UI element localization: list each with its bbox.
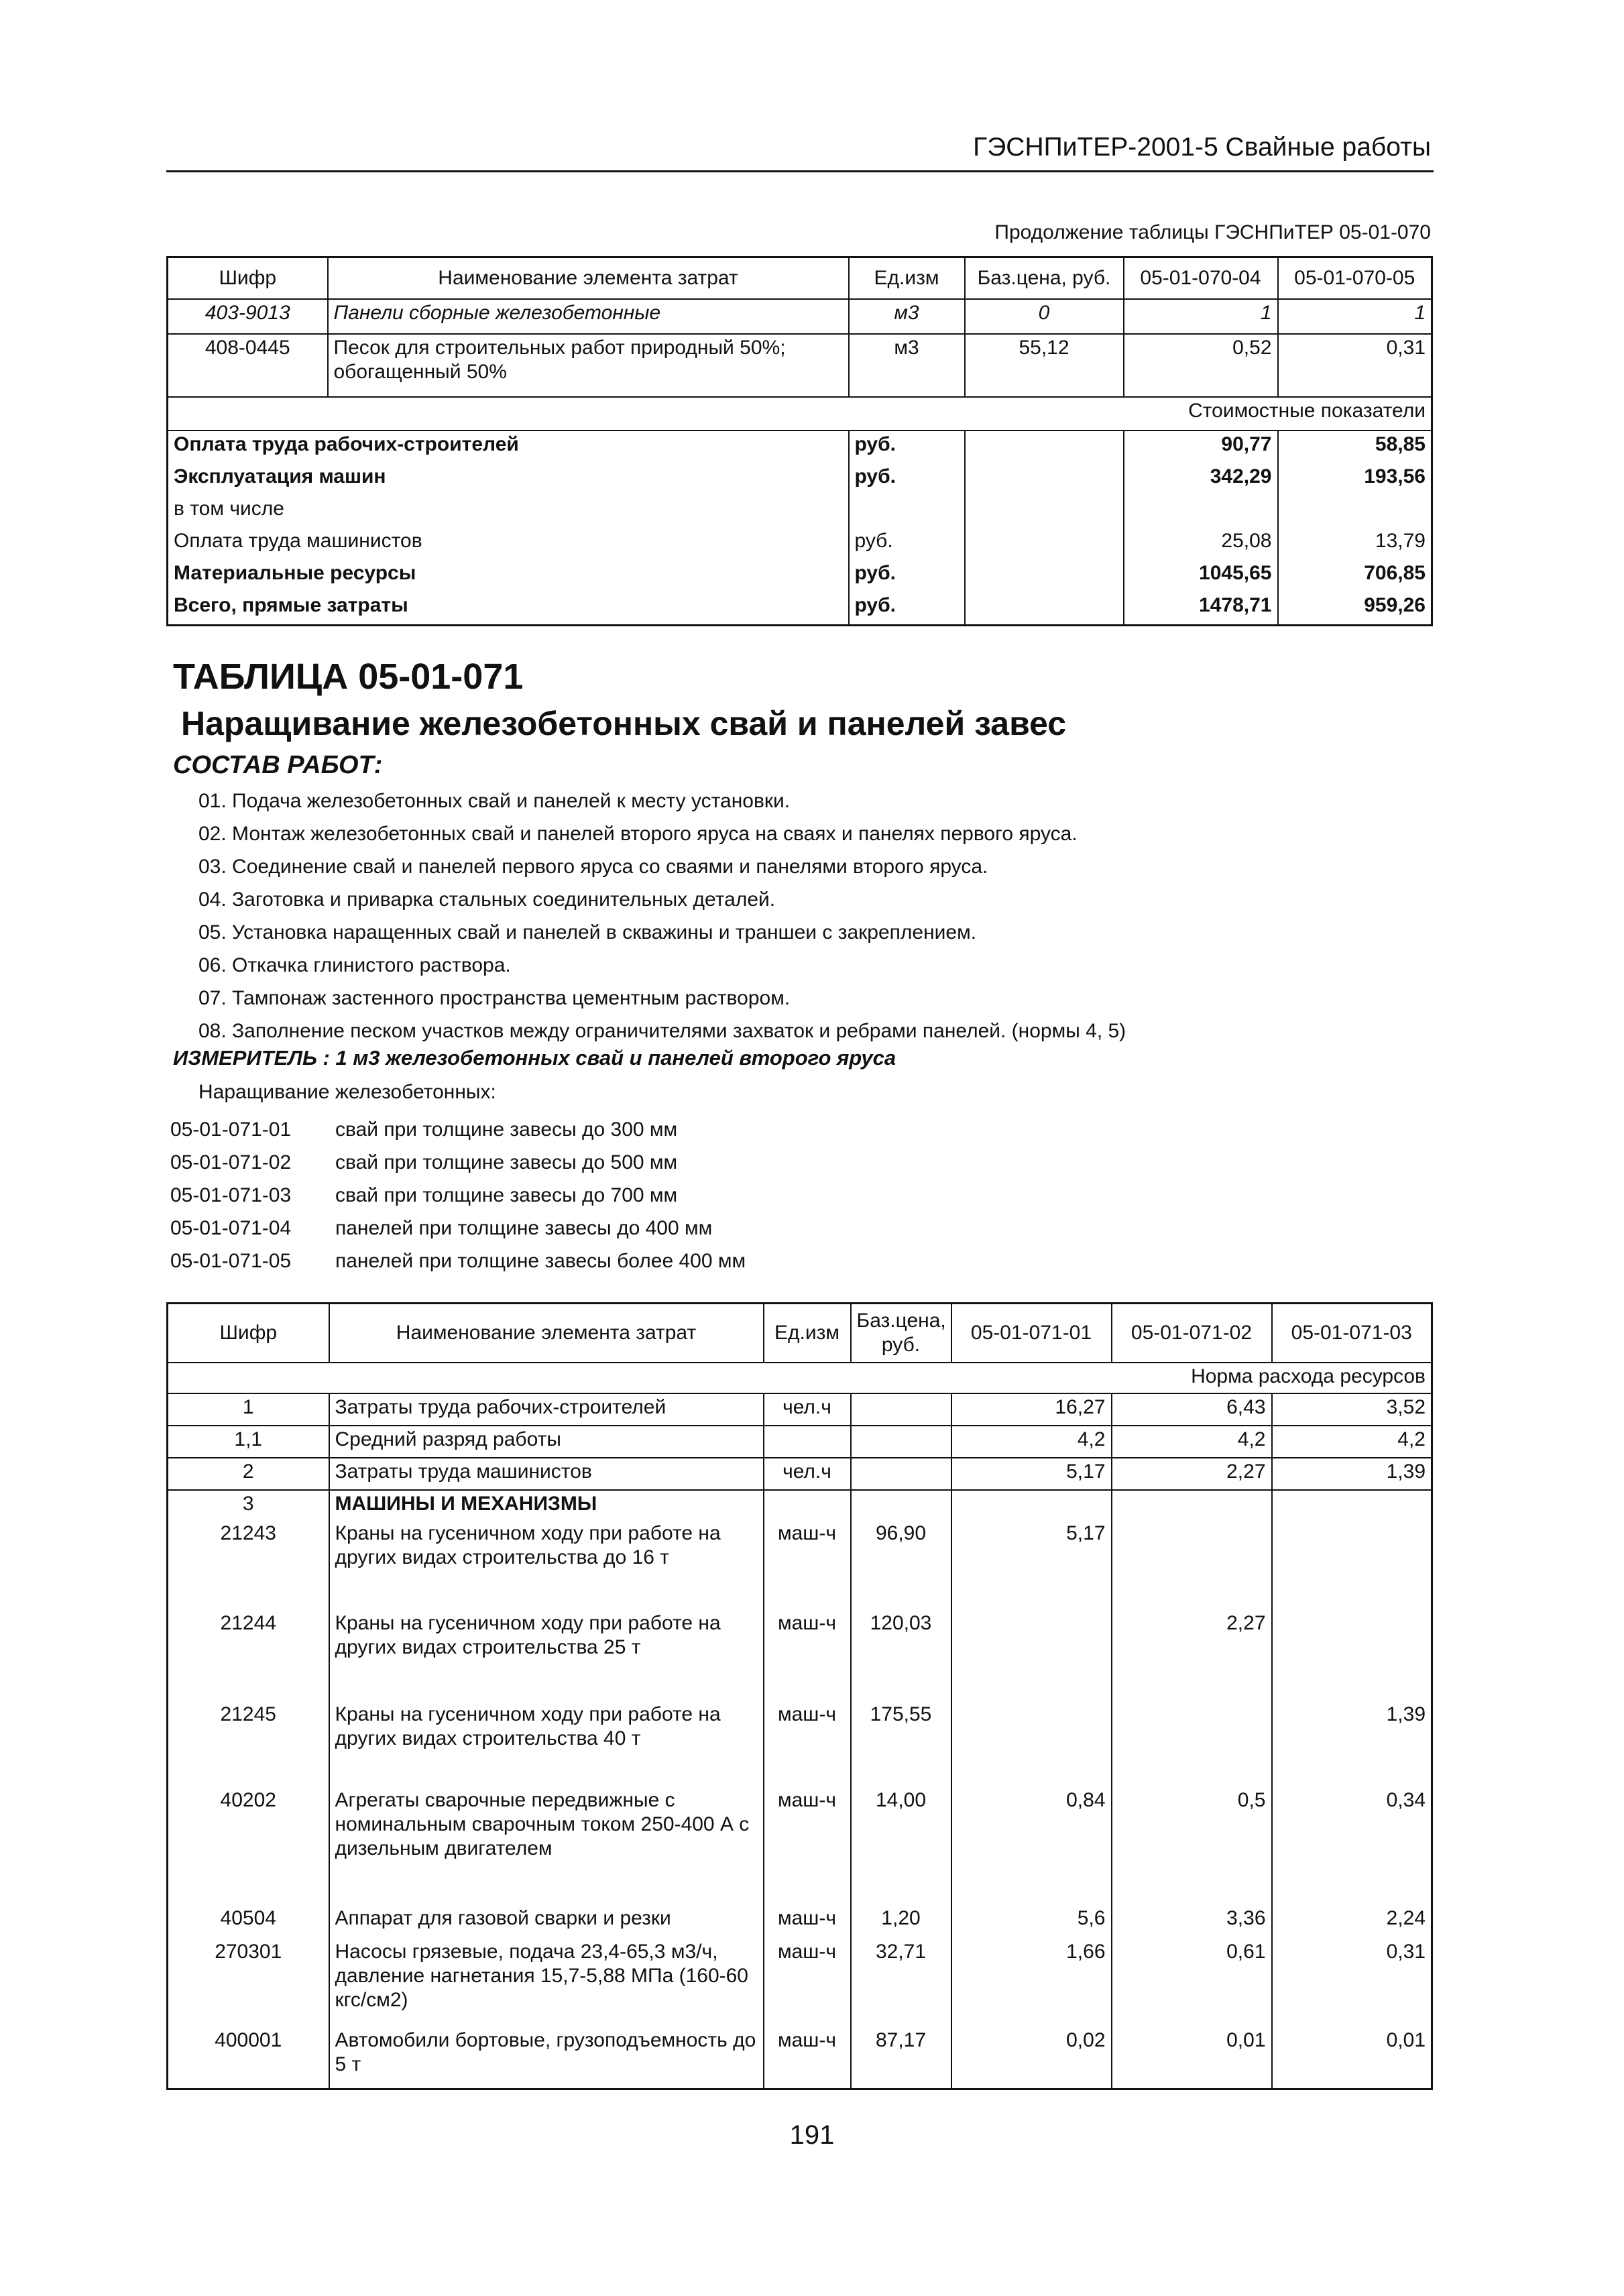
cell-value: 5,17 — [951, 1520, 1112, 1610]
norm-code: 05-01-071-02 — [170, 1151, 292, 1173]
table-row — [168, 560, 1432, 592]
running-title: ГЭСНПиТЕР-2001-5 Свайные работы — [973, 133, 1431, 162]
cell-value — [951, 1701, 1112, 1787]
cell-value: 4,2 — [951, 1426, 1112, 1458]
codes-list — [170, 1113, 746, 1277]
measurement-unit: ИЗМЕРИТЕЛЬ : 1 м3 железобетонных свай и панелей второго яруса — [173, 1046, 896, 1070]
cost-value: 1478,71 — [1124, 592, 1278, 626]
cell-value: 5,6 — [951, 1905, 1112, 1939]
table-row — [168, 1610, 1432, 1701]
cost-name: Эксплуатация машин — [168, 463, 849, 496]
list-item: 06. Откачка глинистого раствора. — [198, 954, 511, 976]
cost-name: Всего, прямые затраты — [168, 592, 849, 626]
table-row — [168, 1787, 1432, 1905]
table-row — [168, 496, 1432, 528]
cell-code: 1,1 — [168, 1426, 329, 1458]
cell-price: 96,90 — [851, 1520, 951, 1610]
cell-value: 0,31 — [1278, 334, 1432, 397]
cell-price: 1,20 — [851, 1905, 951, 1939]
cell-price: 32,71 — [851, 1939, 951, 2027]
list-item: 03. Соединение свай и панелей первого яруса со сваями и панелями второго яруса. — [198, 856, 988, 878]
cell-name: Затраты труда машинистов — [329, 1458, 764, 1490]
cell-value: 6,43 — [1112, 1393, 1272, 1426]
cell-name: Панели сборные железобетонные — [328, 299, 849, 334]
cell-value: 0,01 — [1112, 2027, 1272, 2089]
cell-value: 0,61 — [1112, 1939, 1272, 2027]
cell-value: 1,39 — [1272, 1458, 1432, 1490]
table-row — [168, 1393, 1432, 1426]
composition-label: СОСТАВ РАБОТ: — [173, 751, 383, 779]
cell-value: 2,27 — [1112, 1458, 1272, 1490]
cell-value — [1272, 1610, 1432, 1701]
continuation-table — [166, 256, 1433, 626]
cell-unit: маш-ч — [764, 1905, 851, 1939]
table-row — [168, 1458, 1432, 1490]
cell-value: 4,2 — [1112, 1426, 1272, 1458]
col-header: Шифр — [168, 1304, 329, 1363]
norm-desc: свай при толщине завесы до 300 мм — [335, 1118, 678, 1141]
norm-header: Норма расхода ресурсов — [168, 1363, 1432, 1393]
cell-value — [1272, 1520, 1432, 1610]
cell-unit: маш-ч — [764, 2027, 851, 2089]
cost-name: Материальные ресурсы — [168, 560, 849, 592]
cell-unit: м3 — [849, 299, 965, 334]
list-item: 08. Заполнение песком участков между ограничителями захваток и ребрами панелей. (нормы 4, 5) — [198, 1020, 1126, 1042]
cell-price: 0 — [965, 299, 1124, 334]
norm-code: 05-01-071-05 — [170, 1250, 292, 1272]
table-row — [168, 1939, 1432, 2027]
page-header — [166, 127, 1434, 172]
table-name: Наращивание железобетонных свай и панелей завес — [181, 705, 1067, 742]
cost-value: 90,77 — [1124, 431, 1278, 463]
cost-unit: руб. — [849, 560, 965, 592]
cell-name: Краны на гусеничном ходу при работе на других видах строительства 40 т — [329, 1701, 764, 1787]
table-row — [168, 1490, 1432, 1520]
list-item: 07. Тампонаж застенного пространства цементным раствором. — [198, 987, 791, 1009]
cost-unit: руб. — [849, 431, 965, 463]
cell-value: 0,31 — [1272, 1939, 1432, 2027]
cost-unit: руб. — [849, 463, 965, 496]
cell-code: 1 — [168, 1393, 329, 1426]
col-header: Шифр — [168, 257, 328, 300]
cell-name: Затраты труда рабочих-строителей — [329, 1393, 764, 1426]
cost-value: 58,85 — [1278, 431, 1432, 463]
cost-unit: руб. — [849, 592, 965, 626]
cell-value: 0,34 — [1272, 1787, 1432, 1905]
cell-value: 2,24 — [1272, 1905, 1432, 1939]
cell-value: 3,36 — [1112, 1905, 1272, 1939]
works-list — [198, 785, 1126, 1047]
table-row — [168, 1701, 1432, 1787]
cell-name: Краны на гусеничном ходу при работе на других видах строительства до 16 т — [329, 1520, 764, 1610]
table-row — [168, 431, 1432, 463]
table-row — [168, 1905, 1432, 1939]
norm-code: 05-01-071-03 — [170, 1184, 292, 1206]
cell-code: 270301 — [168, 1939, 329, 2027]
table-row — [168, 334, 1432, 397]
codes-intro: Наращивание железобетонных: — [198, 1081, 496, 1103]
col-header: 05-01-071-01 — [951, 1304, 1112, 1363]
cost-name: в том числе — [168, 496, 849, 528]
cost-value: 342,29 — [1124, 463, 1278, 496]
cost-value: 959,26 — [1278, 592, 1432, 626]
table-row — [168, 463, 1432, 496]
cost-value: 1045,65 — [1124, 560, 1278, 592]
cell-name: Песок для строительных работ природный 50%; обогащенный 50% — [328, 334, 849, 397]
continuation-caption: Продолжение таблицы ГЭСНПиТЕР 05-01-070 — [994, 221, 1431, 243]
cost-unit — [849, 496, 965, 528]
cell-value: 2,27 — [1112, 1610, 1272, 1701]
cost-name: Оплата труда рабочих-строителей — [168, 431, 849, 463]
list-item: 01. Подача железобетонных свай и панелей к месту установки. — [198, 790, 791, 812]
norm-code: 05-01-071-04 — [170, 1217, 292, 1239]
col-header: Наименование элемента затрат — [329, 1304, 764, 1363]
cell-price: 14,00 — [851, 1787, 951, 1905]
cell-price: 55,12 — [965, 334, 1124, 397]
cell-unit: маш-ч — [764, 1787, 851, 1905]
cell-price — [851, 1426, 951, 1458]
cell-value: 1,39 — [1272, 1701, 1432, 1787]
cell-name: Насосы грязевые, подача 23,4-65,3 м3/ч, давление нагнетания 15,7-5,88 МПа (160-60 кгс/см2) — [329, 1939, 764, 2027]
cell-name: Автомобили бортовые, грузоподъемность до 5 т — [329, 2027, 764, 2089]
norm-desc: панелей при толщине завесы более 400 мм — [335, 1250, 746, 1272]
cell-code: 21244 — [168, 1610, 329, 1701]
cell-unit: чел.ч — [764, 1393, 851, 1426]
cell-value: 0,52 — [1124, 334, 1278, 397]
cell-value: 0,01 — [1272, 2027, 1432, 2089]
table-row — [168, 528, 1432, 560]
cell-code: 40504 — [168, 1905, 329, 1939]
section-title: МАШИНЫ И МЕХАНИЗМЫ — [329, 1490, 764, 1520]
cell-value — [1112, 1701, 1272, 1787]
resources-table — [166, 1302, 1433, 2090]
table-row — [168, 299, 1432, 334]
cell-unit: маш-ч — [764, 1939, 851, 2027]
page-number: 191 — [789, 2120, 835, 2150]
col-header: Ед.изм — [849, 257, 965, 300]
cell-name: Аппарат для газовой сварки и резки — [329, 1905, 764, 1939]
norm-code: 05-01-071-01 — [170, 1118, 292, 1141]
col-header: Ед.изм — [764, 1304, 851, 1363]
col-header: 05-01-071-02 — [1112, 1304, 1272, 1363]
cell-unit: чел.ч — [764, 1458, 851, 1490]
cell-value — [1112, 1520, 1272, 1610]
cell-name: Краны на гусеничном ходу при работе на других видах строительства 25 т — [329, 1610, 764, 1701]
cell-price: 175,55 — [851, 1701, 951, 1787]
cell-code: 21245 — [168, 1701, 329, 1787]
table-row — [168, 1520, 1432, 1610]
cell-code: 2 — [168, 1458, 329, 1490]
col-header: Наименование элемента затрат — [328, 257, 849, 300]
cell-price: 120,03 — [851, 1610, 951, 1701]
cell-value: 0,02 — [951, 2027, 1112, 2089]
cost-value: 706,85 — [1278, 560, 1432, 592]
cell-value: 3,52 — [1272, 1393, 1432, 1426]
cell-code: 400001 — [168, 2027, 329, 2089]
table-row — [168, 592, 1432, 626]
cost-value — [1124, 496, 1278, 528]
col-header: 05-01-071-03 — [1272, 1304, 1432, 1363]
cell-unit: маш-ч — [764, 1701, 851, 1787]
cost-value: 193,56 — [1278, 463, 1432, 496]
cost-name: Оплата труда машинистов — [168, 528, 849, 560]
cell-name: Агрегаты сварочные передвижные с номинальным сварочным током 250-400 А с дизельным двигателем — [329, 1787, 764, 1905]
list-item — [170, 1245, 746, 1277]
list-item — [170, 1212, 746, 1245]
list-item — [170, 1179, 746, 1212]
cell-unit: маш-ч — [764, 1610, 851, 1701]
cell-value: 4,2 — [1272, 1426, 1432, 1458]
list-item: 05. Установка наращенных свай и панелей в скважины и траншеи с закреплением. — [198, 921, 977, 943]
cell-unit: маш-ч — [764, 1520, 851, 1610]
cell-unit — [764, 1426, 851, 1458]
cell-value: 1 — [1278, 299, 1432, 334]
cell-value — [951, 1610, 1112, 1701]
cell-price — [851, 1458, 951, 1490]
cell-code: 403-9013 — [168, 299, 328, 334]
list-item — [170, 1146, 746, 1179]
table-row — [168, 2027, 1432, 2089]
cell-value: 5,17 — [951, 1458, 1112, 1490]
norm-desc: свай при толщине завесы до 700 мм — [335, 1184, 678, 1206]
cell-code: 3 — [168, 1490, 329, 1520]
cell-code: 408-0445 — [168, 334, 328, 397]
cost-indicators-header: Стоимостные показатели — [168, 397, 1432, 431]
cell-value: 0,84 — [951, 1787, 1112, 1905]
norm-desc: панелей при толщине завесы до 400 мм — [335, 1217, 713, 1239]
list-item: 02. Монтаж железобетонных свай и панелей второго яруса на сваях и панелях первого яруса. — [198, 823, 1078, 845]
cell-value: 16,27 — [951, 1393, 1112, 1426]
table-title: ТАБЛИЦА 05-01-071 — [173, 656, 524, 697]
cost-value: 13,79 — [1278, 528, 1432, 560]
list-item — [170, 1113, 746, 1146]
cell-price: 87,17 — [851, 2027, 951, 2089]
cell-value: 1,66 — [951, 1939, 1112, 2027]
col-header: 05-01-070-05 — [1278, 257, 1432, 300]
cost-unit: руб. — [849, 528, 965, 560]
cost-value — [1278, 496, 1432, 528]
cost-value: 25,08 — [1124, 528, 1278, 560]
cell-code: 21243 — [168, 1520, 329, 1610]
cell-price — [851, 1393, 951, 1426]
col-header: 05-01-070-04 — [1124, 257, 1278, 300]
cell-code: 40202 — [168, 1787, 329, 1905]
cell-value: 1 — [1124, 299, 1278, 334]
col-header: Баз.цена, руб. — [965, 257, 1124, 300]
table-row — [168, 1426, 1432, 1458]
cell-unit: м3 — [849, 334, 965, 397]
list-item: 04. Заготовка и приварка стальных соединительных деталей. — [198, 888, 776, 911]
col-header: Баз.цена, руб. — [851, 1304, 951, 1363]
cell-name: Средний разряд работы — [329, 1426, 764, 1458]
norm-desc: свай при толщине завесы до 500 мм — [335, 1151, 678, 1173]
cell-value: 0,5 — [1112, 1787, 1272, 1905]
